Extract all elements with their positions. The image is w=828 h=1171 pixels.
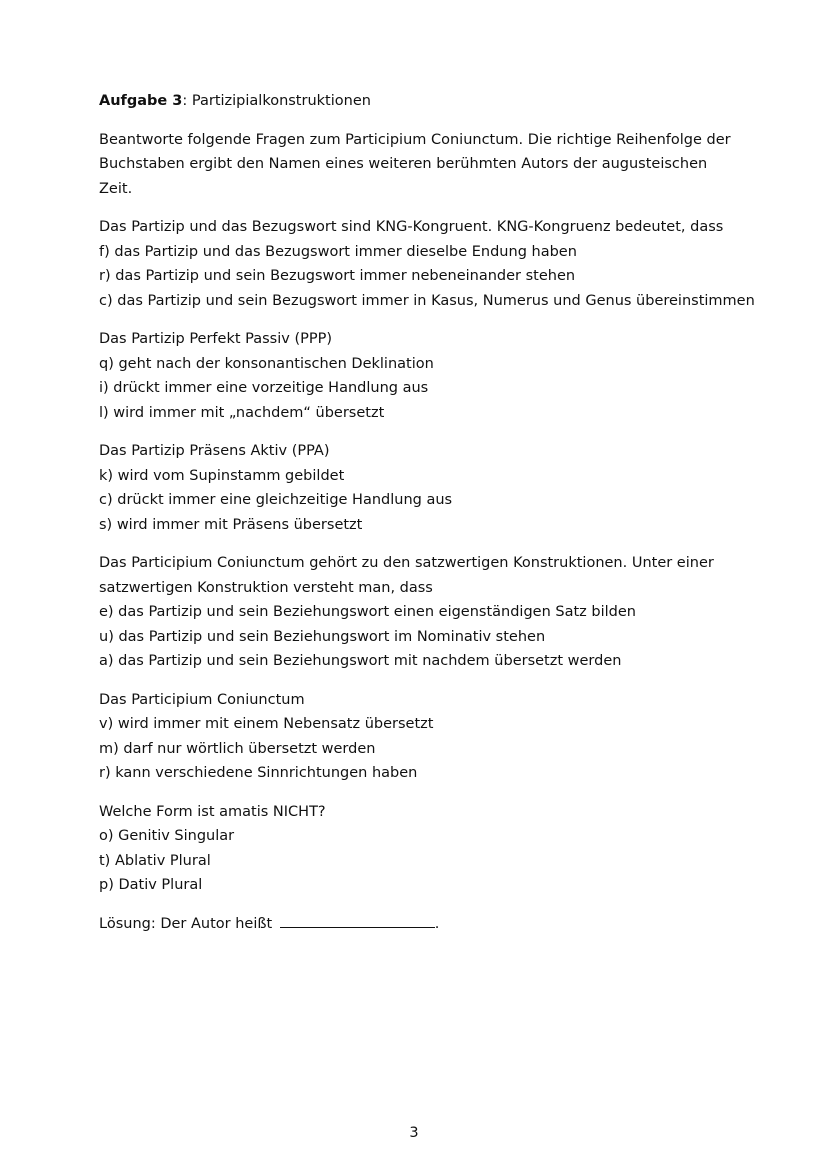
- question-5: [99, 688, 739, 786]
- answer-option: o) Genitiv Singular: [99, 828, 235, 844]
- question-2: [99, 327, 739, 425]
- answer-option: f) das Partizip und das Bezugswort immer dieselbe Endung haben: [99, 243, 577, 260]
- answer-option: p) Dativ Plural: [99, 877, 203, 893]
- instruction-line: Beantworte folgende Fragen zum Participium Coniunctum. Die richtige Reihenfolge der: [99, 131, 731, 148]
- answer-option: c) das Partizip und sein Bezugswort immer in Kasus, Numerus und Genus übereinstimmen: [99, 292, 755, 309]
- task-label: Aufgabe 3: [99, 93, 183, 109]
- question-stem: Welche Form ist amatis NICHT?: [99, 803, 326, 820]
- question-stem: Das Partizip und das Bezugswort sind KNG-Kongruent. KNG-Kongruenz bedeutet, dass: [99, 219, 724, 235]
- task-instructions: [99, 128, 739, 202]
- question-4: [99, 551, 739, 674]
- answer-option: r) kann verschiedene Sinnrichtungen haben: [99, 765, 418, 781]
- answer-option: m) darf nur wörtlich übersetzt werden: [99, 740, 376, 757]
- question-6: [99, 800, 739, 898]
- question-stem: Das Partizip Präsens Aktiv (PPA): [99, 443, 330, 459]
- task-title: Partizipialkonstruktionen: [187, 93, 371, 109]
- answer-option: a) das Partizip und sein Beziehungswort mit nachdem übersetzt werden: [99, 653, 622, 669]
- instruction-line: Buchstaben ergibt den Namen eines weiteren berühmten Autors der augusteischen Zeit.: [99, 156, 708, 197]
- task-heading: [99, 89, 739, 114]
- answer-option: q) geht nach der konsonantischen Deklination: [99, 355, 434, 372]
- question-stem: Das Participium Coniunctum: [99, 691, 305, 708]
- answer-option: v) wird immer mit einem Nebensatz übersetzt: [99, 716, 434, 732]
- question-1: [99, 215, 755, 313]
- task-separator: :: [182, 93, 188, 109]
- answer-option: r) das Partizip und sein Bezugswort immer nebeneinander stehen: [99, 268, 576, 284]
- answer-option: s) wird immer mit Präsens übersetzt: [99, 516, 363, 533]
- answer-option: t) Ablativ Plural: [99, 852, 211, 869]
- page-number: 3: [409, 1125, 419, 1141]
- solution-suffix: .: [434, 915, 440, 932]
- answer-option: k) wird vom Supinstamm gebildet: [99, 467, 345, 484]
- question-stem: Das Partizip Perfekt Passiv (PPP): [99, 331, 332, 347]
- solution-prefix: Lösung: Der Autor heißt: [99, 915, 273, 932]
- answer-option: e) das Partizip und sein Beziehungswort einen eigenständigen Satz bilden: [99, 604, 636, 620]
- answer-option: u) das Partizip und sein Beziehungswort im Nominativ stehen: [99, 628, 546, 645]
- solution-line: [99, 912, 739, 937]
- question-3: [99, 439, 739, 537]
- answer-option: l) wird immer mit „nachdem“ übersetzt: [99, 404, 385, 421]
- answer-option: c) drückt immer eine gleichzeitige Handlung aus: [99, 492, 453, 508]
- solution-blank: [280, 913, 435, 928]
- question-stem: satzwertigen Konstruktion versteht man, dass: [99, 579, 433, 596]
- answer-option: i) drückt immer eine vorzeitige Handlung aus: [99, 380, 429, 396]
- question-stem: Das Participium Coniunctum gehört zu den satzwertigen Konstruktionen. Unter einer: [99, 555, 714, 571]
- worksheet-page: [99, 89, 755, 936]
